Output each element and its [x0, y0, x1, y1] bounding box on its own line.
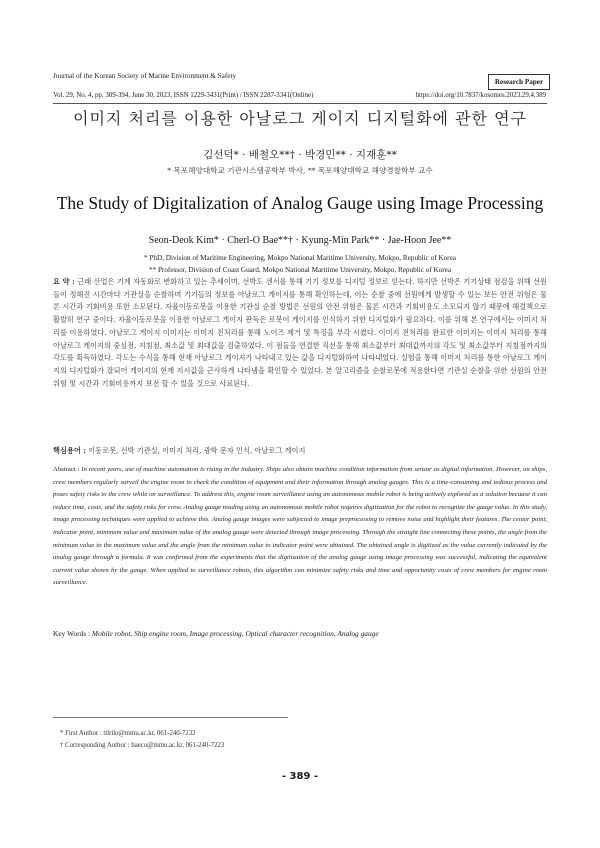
korean-affiliation: * 목포해양대학교 기관시스템공학부 박사, ** 목포해양대학교 해양경찰학부 교수: [167, 166, 433, 175]
volume-info: Vol. 29, No. 4, pp. 389-394, June 30, 2023, ISSN 1229-3431(Print) / ISSN 2287-3341(Online): [53, 92, 314, 99]
article-type-badge: Research Paper: [488, 74, 550, 90]
english-keywords: [53, 629, 379, 638]
english-keywords-text: Mobile robot, Ship engine room, Image processing, Optical character recognition, Analog gauge: [91, 629, 379, 638]
journal-name: Journal of the Korean Society of Marine Environment & Safety: [53, 72, 237, 80]
english-affiliation-2: ** Professor, Division of Coast Guard, Mokpo National Maritime University, Mokpo, Republic of Korea: [148, 266, 452, 274]
english-title: The Study of Digitalization of Analog Gauge using Image Processing: [56, 193, 544, 213]
footnote-rule: [53, 717, 288, 718]
korean-keywords-text: 이동로봇, 선박 기관실, 이미지 처리, 광학 문자 인식, 아날로그 게이지: [88, 446, 306, 455]
header-rule: [53, 103, 547, 104]
corresponding-author-footnote: † Corresponding Author : baeco@mmu.ac.kr, 061-240-7223: [60, 742, 225, 749]
english-abstract-text: In recent years, use of machine automation is rising in the industry. Ships also obtain machine condition information from sensor as digital information. However, on ships, crew members regularly surveil the engine room to check the condition of equipment and their information through analog gauges. This is a time-consuming and tedious process and poses safety risks to the crew while on surveillance. To address this, engine room surveillance using an autonomous mobile robot is being actively explored as a solution because it can reduce time, costs, and the safety risks for crew. Analog gauge reading using an autonomous mobile robot requires digitization for the robot to recognize the gauge value. In this study, image processing techniques were applied to achieve this. Analog gauge images were subjected to image preprocessing to remove noise and highlight their features. The center point, indicator point, minimum value and maximum value of the analog gauge were detected through image processing. Through the straight line connecting these points, the angle from the minimum value to the maximum value and the angle from the minimum value to indicator point were obtained. The obtained angle is digitized as the value currently indicated by the analog gauge through a formula. It was confirmed from the experiments that the digitization of the analog gauge using image processing was successful, indicating the equivalent current value shown by the gauge. When applied to surveillance robots, this algorithm can minimize safety risks and time and opportunity costs of crew members for engine room surveillance.: [53, 466, 547, 587]
first-author-footnote: * First Author : ttlrilo@mmu.ac.kr, 061-240-7232: [60, 730, 196, 737]
english-keywords-label: Key Words :: [53, 629, 91, 638]
korean-abstract: [53, 276, 547, 390]
english-affiliation-1: * PhD, Division of Maritime Engineering, Mokpo National Maritime University, Mokpo, Republic of Korea: [144, 254, 456, 262]
korean-abstract-text: 근래 산업은 기계 자동화로 변화하고 있는 추세이며, 선박도 센서를 통해 기기 정보를 디지털 정보로 얻는다. 하지만 선박은 기기상태 점검을 위해 선원들이 정해진 시간마다 기관실을 순찰하며 기기들의 정보를 아날로그 게이지를 통해 확인하는데, 이는 순찰 중에 선원에게 발생할 수 있는 보든 안전 위험은 물론 시간과 기회비용 또한 소모된다. 자율이동로봇을 이용한 기관실 순찰 방법은 선원의 안전 위험은 물론 시간과 기회비용도 소모되지 않기 때문에 해결책으로 활발히 연구 중이다. 자율이동로봇을 이용한 아날로그 게이지 판독은 로봇이 게이지를 인식하기 위한 디지털화가 필요하다. 이를 위해 본 연구에서는 이미지 처리를 이용하였다. 아날로그 게이지 이미지는 이미지 전처리를 통해 노이즈 제거 및 특징을 부각 시켰다. 이미지 전처리를 완료한 이미지는 이미지 처리를 통해 아날로그 게이지의 중심점, 지침점, 최소값 및 최대값을 검출하였다. 이 점들을 연결한 직선을 통해 최소값부터 최대값까지의 각도 및 최소값부터 지침점까지의 각도를 획득하였다. 각도는 수식을 통해 현재 아날로그 게이지가 나타내고 있는 값을 디지털화하여 나타내었다. 실험을 통해 이미지 처리를 통한 아날로그 게이지의 디지털화가 잘되어 게이지의 현재 지시값을 근사하게 나타냄을 확인할 수 있었다. 본 알고리즘을 순찰로봇에 적용한다면 기관실 순찰을 위한 선원의 안전 위험 및 시간과 기회비용까지 보전 할 수 있을 것으로 사료된다.: [53, 277, 548, 388]
korean-keywords: [53, 446, 305, 456]
korean-title: 이미지 처리를 이용한 아날로그 게이지 디지털화에 관한 연구: [72, 109, 527, 128]
doi-link[interactable]: https://doi.org/10.7837/kosomes.2023.29.4.389: [415, 92, 546, 99]
korean-abstract-label: 요 약 :: [53, 277, 75, 286]
korean-keywords-label: 핵심용어 :: [53, 446, 86, 455]
english-abstract: [53, 464, 547, 590]
english-authors: Seon-Deok Kim* · Cherl-O Bae**† · Kyung-Min Park** · Jae-Hoon Jee**: [148, 235, 452, 246]
korean-authors: 김선덕* · 배철오**† · 박경민** · 지재훈**: [203, 149, 397, 161]
english-abstract-label: Abstract :: [53, 466, 80, 473]
page-number: - 389 -: [281, 771, 319, 782]
